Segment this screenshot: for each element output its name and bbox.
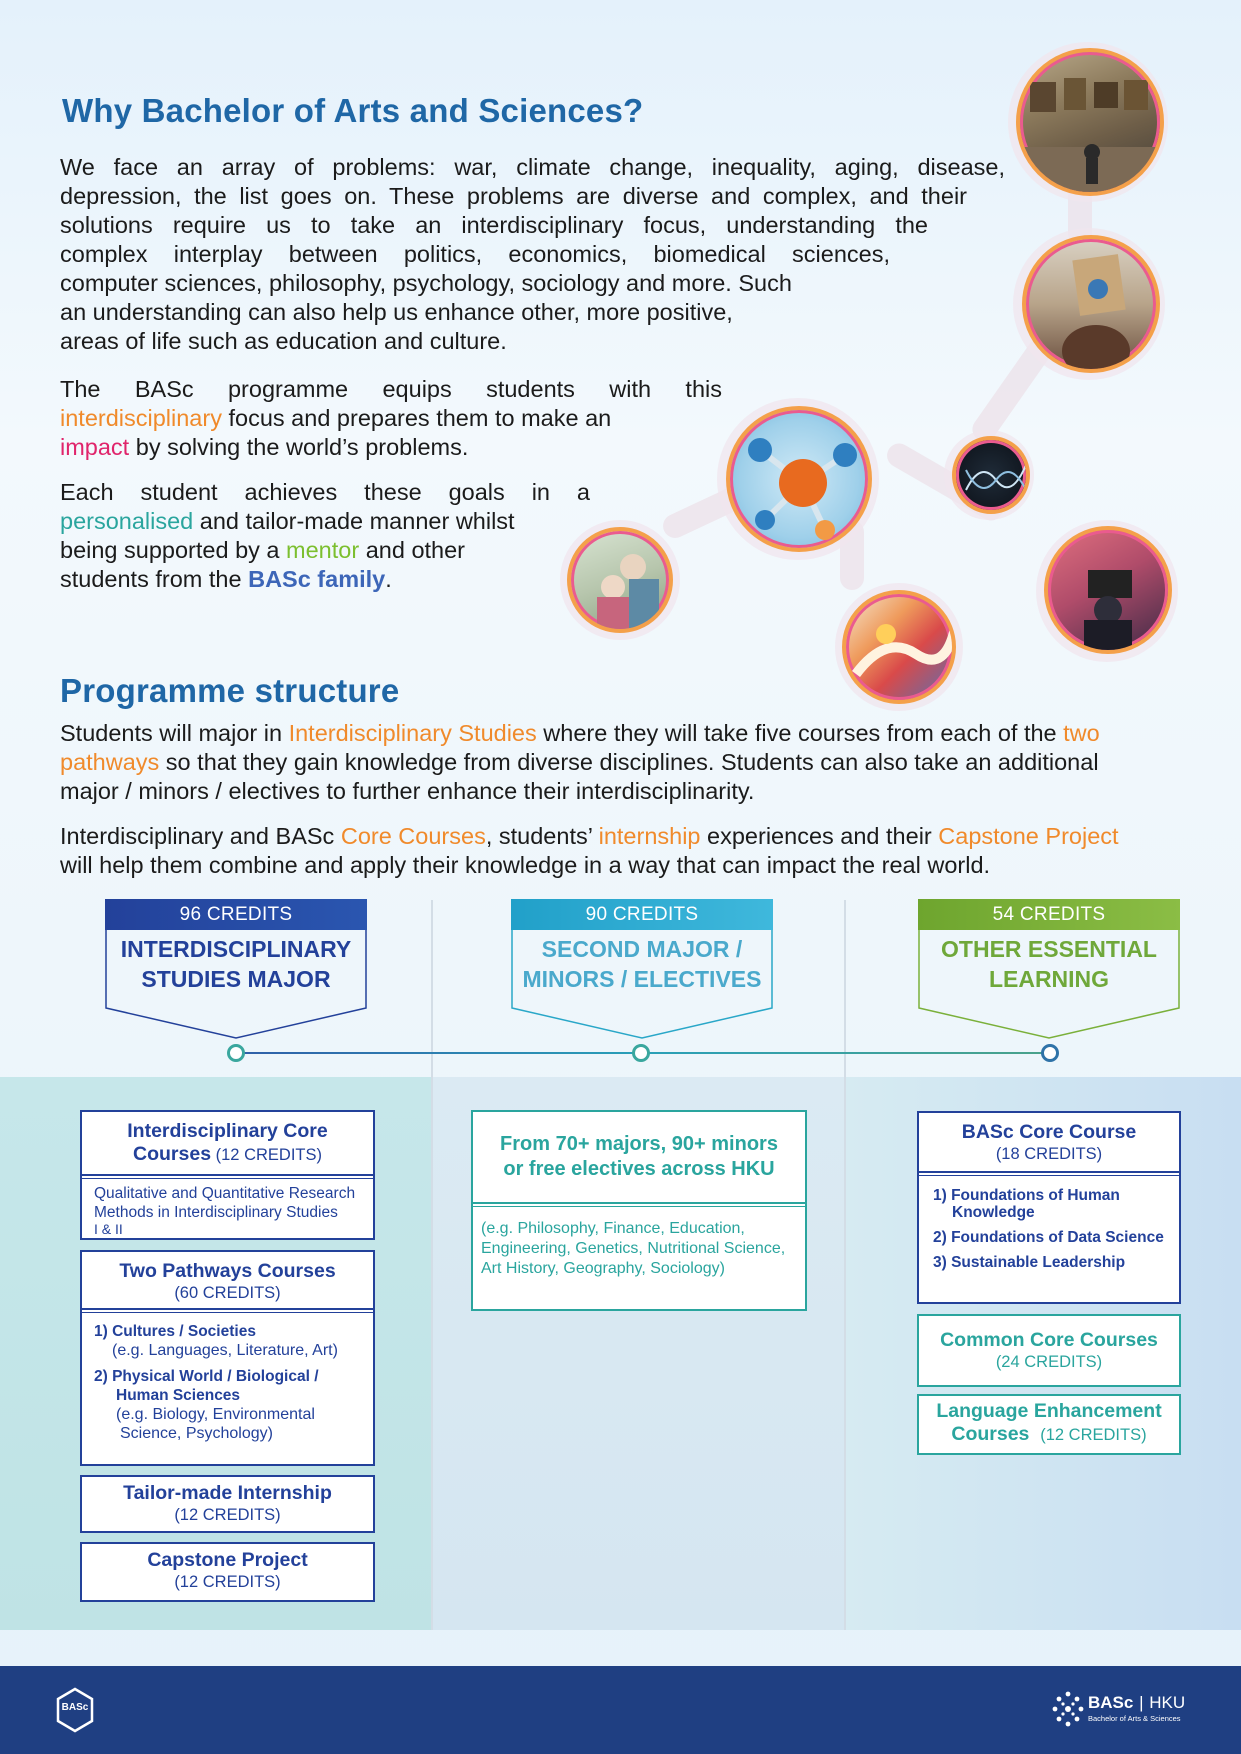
box-title: [82, 1120, 373, 1167]
example-line: Engineering, Genetics, Nutritional Science,: [481, 1240, 786, 1257]
logo-separator: |: [1139, 1693, 1144, 1712]
highlight-interdisciplinary: interdisciplinary: [60, 405, 222, 431]
highlight-basc-family: BASc family: [248, 566, 386, 592]
highlight-capstone-project: Capstone Project: [938, 823, 1119, 849]
core-course-item: 1) Foundations of Human: [933, 1187, 1120, 1204]
logo-subtitle: Bachelor of Arts & Sciences: [1088, 1714, 1181, 1723]
why-p1-line: an understanding can also help us enhance other, more positive,: [60, 299, 733, 325]
structure-p1-line: [60, 748, 1180, 777]
box-title: Tailor-made Internship: [123, 1482, 332, 1504]
dna-helix-photo: [952, 436, 1030, 514]
structure-p1-line: major / minors / electives to further enhance their interdisciplinarity.: [60, 778, 755, 804]
network-logo-icon: [1051, 1690, 1085, 1728]
why-p2-line: [60, 433, 722, 462]
box-title: [919, 1400, 1179, 1447]
why-p3-text: and tailor-made manner whilst: [193, 508, 515, 534]
electives-examples: [481, 1219, 785, 1279]
column-title-line: INTERDISCIPLINARY: [120, 936, 352, 962]
logo-hku: HKU: [1149, 1693, 1186, 1712]
column-title-line: MINORS / ELECTIVES: [522, 966, 762, 992]
box-credits: (12 CREDITS): [1040, 1426, 1147, 1444]
box-title: BASc Core Course: [961, 1121, 1137, 1143]
core-course-list: [933, 1187, 1164, 1271]
pathway-example: (e.g. Biology, Environmental: [116, 1406, 315, 1423]
box-divider: [919, 1171, 1179, 1173]
why-p2-line: [60, 404, 722, 433]
pathway-item: 1) Cultures / Societies: [94, 1323, 256, 1340]
why-p2-line: The BASc programme equips students with this: [60, 376, 722, 402]
why-p3-text: and other: [359, 537, 466, 563]
box-desc-line: Qualitative and Quantitative Research: [94, 1185, 356, 1202]
column-title-line: OTHER ESSENTIAL: [941, 936, 1157, 962]
highlight-pathways: pathways: [60, 749, 160, 775]
structure-p1-line: [60, 719, 1180, 748]
pathway-example: Science, Psychology): [120, 1425, 273, 1442]
art-painting-photo: [842, 590, 956, 704]
box-title-line: [82, 1143, 373, 1167]
molecule-photo: [726, 406, 872, 552]
box-desc: [94, 1184, 355, 1237]
column-header-major: [105, 899, 367, 1030]
interdisciplinary-core-box: [80, 1110, 375, 1240]
column-title-line: SECOND MAJOR /: [541, 936, 743, 962]
box-desc-line: Methods in Interdisciplinary Studies: [94, 1204, 338, 1221]
pathways-list: [94, 1322, 369, 1443]
why-paragraph-2: [60, 375, 722, 462]
structure-p2-line: [60, 822, 1180, 851]
why-p3-text: being supported by a: [60, 537, 287, 563]
box-credits: (18 CREDITS): [995, 1145, 1103, 1163]
why-p3-line: [60, 507, 590, 536]
box-divider: [82, 1308, 373, 1310]
timeline-dot: [227, 1044, 245, 1062]
camera-operator-photo: [1044, 526, 1172, 654]
core-course-item: 2) Foundations of Data Science: [933, 1229, 1164, 1246]
box-credits: (24 CREDITS): [995, 1353, 1103, 1371]
column-title-line: STUDIES MAJOR: [141, 966, 331, 992]
structure-p2-line: will help them combine and apply their knowledge in a way that can impact the real world.: [60, 852, 991, 878]
museum-gallery-photo: [1016, 48, 1164, 196]
internship-box: [80, 1475, 375, 1533]
chevron-outline: [105, 930, 367, 1040]
box-title: Two Pathways Courses: [119, 1260, 336, 1282]
why-p2-text: focus and prepares them to make an: [221, 405, 612, 431]
why-p1-line: computer sciences, philosophy, psychology, sociology and more. Such: [60, 270, 792, 296]
column-header-second-major: [511, 899, 773, 1030]
highlight-mentor: mentor: [286, 537, 360, 563]
box-title: Capstone Project: [147, 1549, 308, 1571]
structure-p2-text: experiences and their: [700, 823, 939, 849]
why-p1-line: depression, the list goes on. These problems are diverse and complex, and their: [60, 183, 967, 209]
highlight-interdisciplinary-studies: Interdisciplinary Studies: [288, 720, 537, 746]
structure-paragraph-1: [60, 719, 1180, 806]
why-p1-line: solutions require us to take an interdisciplinary focus, understanding the: [60, 212, 928, 238]
badge-text: BASc: [61, 1702, 89, 1713]
why-paragraph-1: [60, 153, 1005, 356]
basc-badge-icon[interactable]: [55, 1687, 95, 1733]
chevron-outline: [511, 930, 773, 1040]
logo-wordmark: [1088, 1693, 1185, 1713]
why-p3-text: .: [385, 566, 392, 592]
structure-heading: Programme structure: [60, 672, 400, 709]
climate-protest-photo: [1022, 235, 1160, 373]
column-header-other-learning: [918, 899, 1180, 1030]
highlight-internship: internship: [598, 823, 701, 849]
column-title-line: LEARNING: [988, 966, 1110, 992]
highlight-impact: impact: [60, 434, 130, 460]
highlight-two: two: [1063, 720, 1100, 746]
credits-band: 54 CREDITS: [918, 899, 1180, 930]
pathway-item: 2) Physical World / Biological /: [94, 1368, 319, 1385]
structure-p2-text: Interdisciplinary and BASc: [60, 823, 341, 849]
timeline-dot: [1041, 1044, 1059, 1062]
box-title-line: Language Enhancement: [936, 1400, 1162, 1422]
box-title-line: From 70+ majors, 90+ minors: [500, 1133, 778, 1155]
box-title-text: Courses: [951, 1423, 1030, 1445]
column-divider: [431, 900, 433, 1630]
capstone-box: [80, 1542, 375, 1602]
footer: [0, 1666, 1241, 1754]
basc-core-box: [917, 1111, 1181, 1304]
box-desc-line: I & II: [94, 1221, 123, 1237]
structure-p2-text: , students’: [485, 823, 599, 849]
box-credits: (12 CREDITS): [211, 1146, 322, 1164]
timeline-dot: [632, 1044, 650, 1062]
why-p1-line: complex interplay between politics, economics, biomedical sciences,: [60, 241, 890, 267]
box-title-line: or free electives across HKU: [503, 1158, 775, 1180]
language-enhancement-box: [917, 1394, 1181, 1455]
logo-main: BASc: [1088, 1693, 1134, 1712]
box-title-line: [919, 1423, 1179, 1447]
elderly-care-photo: [567, 527, 673, 633]
structure-p1-text: where they will take five courses from each of the: [536, 720, 1064, 746]
why-p1-line: We face an array of problems: war, climate change, inequality, aging, disease,: [60, 154, 1005, 180]
structure-p1-text: Students will major in: [60, 720, 289, 746]
why-p2-text: by solving the world’s problems.: [129, 434, 469, 460]
credits-band: 90 CREDITS: [511, 899, 773, 930]
box-title: Common Core Courses: [940, 1329, 1158, 1351]
pathway-example: (e.g. Languages, Literature, Art): [112, 1342, 338, 1359]
two-pathways-box: [80, 1250, 375, 1466]
pathway-item: Human Sciences: [116, 1387, 241, 1404]
example-line: Art History, Geography, Sociology): [481, 1260, 725, 1277]
chevron-outline: [918, 930, 1180, 1040]
structure-p1-text: so that they gain knowledge from diverse disciplines. Students can also take an additional: [159, 749, 1099, 775]
common-core-box: [917, 1314, 1181, 1387]
why-p3-line: [60, 536, 590, 565]
box-credits: (12 CREDITS): [174, 1573, 281, 1591]
highlight-core-courses: Core Courses: [340, 823, 486, 849]
highlight-personalised: personalised: [60, 508, 194, 534]
why-p3-line: [60, 565, 590, 594]
why-p3-line: Each student achieves these goals in a: [60, 479, 590, 505]
core-course-item: 3) Sustainable Leadership: [933, 1254, 1126, 1271]
box-title-text: Courses: [133, 1143, 212, 1165]
structure-paragraph-2: [60, 822, 1180, 880]
why-heading: Why Bachelor of Arts and Sciences?: [62, 92, 644, 129]
box-title: [473, 1132, 805, 1182]
majors-minors-box: [471, 1110, 807, 1311]
why-p1-line: areas of life such as education and culture.: [60, 328, 507, 354]
core-course-item: Knowledge: [952, 1204, 1035, 1221]
example-line: (e.g. Philosophy, Finance, Education,: [481, 1220, 745, 1237]
box-title-line: Interdisciplinary Core: [127, 1120, 328, 1142]
box-credits: (12 CREDITS): [174, 1506, 281, 1524]
why-p3-text: students from the: [60, 566, 249, 592]
credits-band: 96 CREDITS: [105, 899, 367, 930]
box-credits: (60 CREDITS): [174, 1284, 281, 1302]
column-divider: [844, 900, 846, 1630]
box-divider: [82, 1174, 373, 1176]
why-paragraph-3: [60, 478, 590, 594]
box-divider: [473, 1202, 805, 1204]
basc-hku-logo[interactable]: [1051, 1690, 1191, 1730]
